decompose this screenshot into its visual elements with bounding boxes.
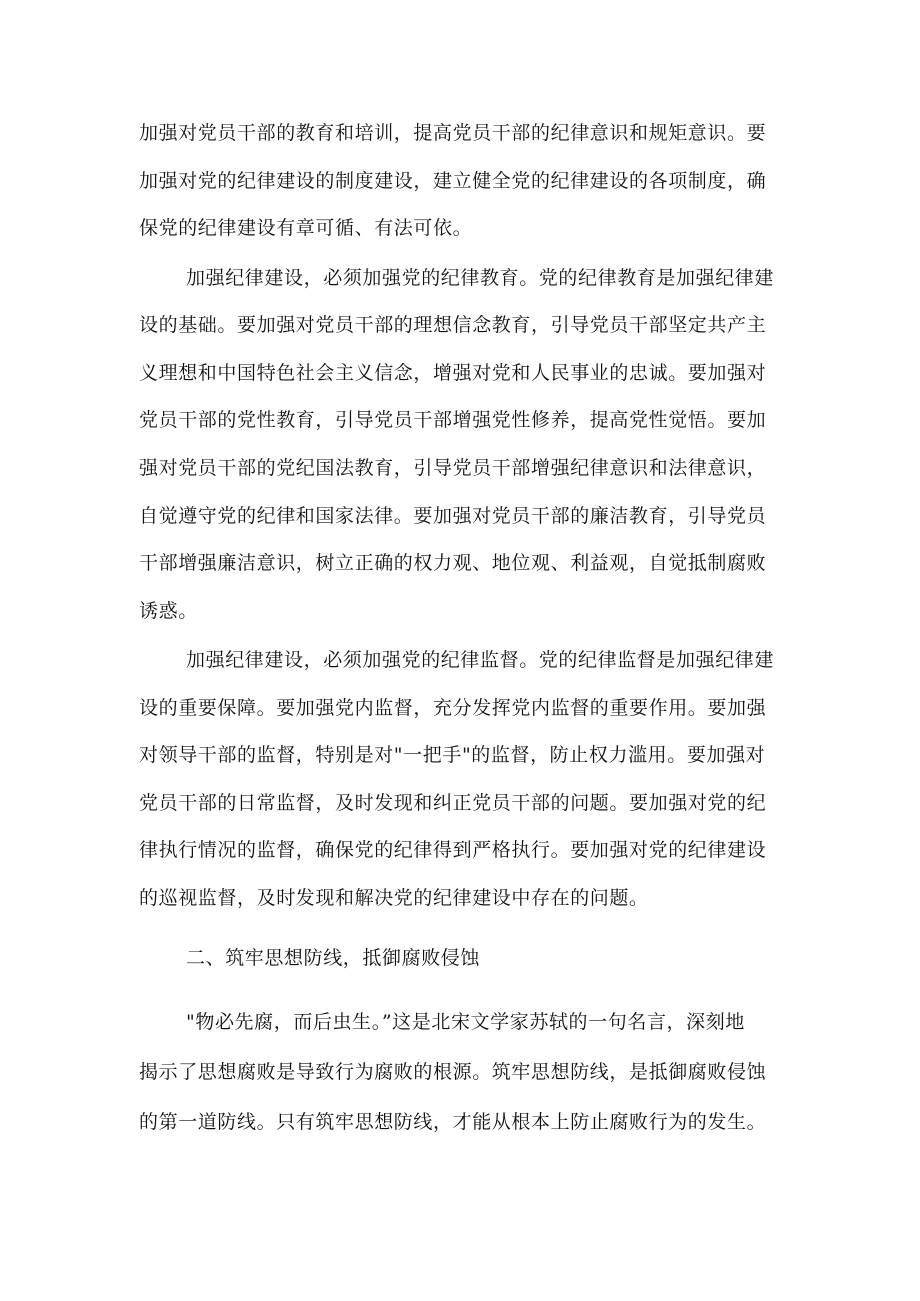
- text-line: 对领导干部的监督，特别是对"一把手"的监督，防止权力滥用。要加强对: [139, 744, 766, 766]
- text-line: 设的重要保障。要加强党内监督，充分发挥党内监督的重要作用。要加强: [139, 697, 767, 719]
- text-line: 党员干部的党性教育，引导党员干部增强党性修养，提高党性觉悟。要加: [139, 409, 767, 431]
- text-line: 揭示了思想腐败是导致行为腐败的根源。筑牢思想防线，是抵御腐败侵蚀: [139, 1061, 767, 1083]
- text-line: 加强对党的纪律建设的制度建设，建立健全党的纪律建设的各项制度，确: [139, 170, 767, 192]
- text-line: 义理想和中国特色社会主义信念，增强对党和人民事业的忠诚。要加强对: [139, 362, 767, 384]
- text-line: 设的基础。要加强对党员干部的理想信念教育，引导党员干部坚定共产主: [139, 314, 767, 336]
- text-line: 自觉遵守党的纪律和国家法律。要加强对党员干部的廉洁教育，引导党员: [139, 505, 767, 527]
- text-line: 的第一道防线。只有筑牢思想防线，才能从根本上防止腐败行为的发生。: [139, 1111, 767, 1133]
- section-heading: 二、筑牢思想防线，抵御腐败侵蚀: [186, 947, 481, 969]
- text-line: "物必先腐，而后虫生。”这是北宋文学家苏轼的一句名言，深刻地: [186, 1011, 745, 1033]
- text-line: 律执行情况的监督，确保党的纪律得到严格执行。要加强对党的纪律建设: [139, 839, 767, 861]
- text-line: 加强纪律建设，必须加强党的纪律监督。党的纪律监督是加强纪律建: [186, 649, 775, 671]
- text-line: 强对党员干部的党纪国法教育，引导党员干部增强纪律意识和法律意识，: [139, 457, 767, 479]
- text-line: 的巡视监督，及时发现和解决党的纪律建设中存在的问题。: [139, 887, 649, 909]
- text-line: 干部增强廉洁意识，树立正确的权力观、地位观、利益观，自觉抵制腐败: [139, 552, 767, 574]
- text-line: 党员干部的日常监督，及时发现和纠正党员干部的问题。要加强对党的纪: [139, 792, 767, 814]
- text-line: 加强纪律建设，必须加强党的纪律教育。党的纪律教育是加强纪律建: [186, 267, 775, 289]
- text-line: 诱惑。: [139, 600, 198, 622]
- text-line: 加强对党员干部的教育和培训，提高党员干部的纪律意识和规矩意识。要: [139, 122, 767, 144]
- text-line: 保党的纪律建设有章可循、有法可依。: [139, 217, 473, 239]
